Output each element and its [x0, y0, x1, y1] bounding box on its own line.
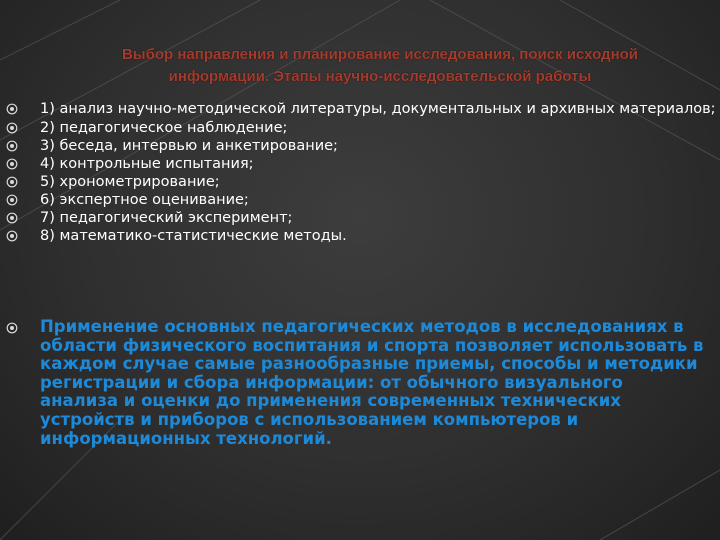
list-item-label: 8) математико-статистические методы. [40, 228, 347, 244]
slide-title-line-2: информации. Этапы научно-исследовательской работы [168, 68, 592, 85]
summary-paragraph [0, 318, 720, 448]
list-item [0, 137, 720, 155]
list-item [0, 191, 720, 209]
list-item-label: 3) беседа, интервью и анкетирование; [40, 138, 338, 154]
list-item [0, 209, 720, 227]
circled-dot-bullet-icon [6, 140, 18, 152]
list-item-label: 2) педагогическое наблюдение; [40, 120, 288, 136]
list-item-label: 7) педагогический эксперимент; [40, 210, 293, 226]
list-item [0, 119, 720, 137]
slide-title-line-1: Выбор направления и планирование исследования, поиск исходной [121, 46, 639, 63]
list-item [0, 100, 720, 118]
circled-dot-bullet-icon [6, 103, 18, 115]
list-item [0, 155, 720, 173]
list-item-label: 5) хронометрирование; [40, 174, 220, 190]
summary-paragraph-text: Применение основных педагогических методов в исследованиях в области физического воспитания и спорта позволяет использовать в каждом случае самые разнообразные приемы, способы и методики регистрации и сбора информации: от обычного визуального анализа и оценки до применения современных технических устройств и приборов с использованием компьютеров и информационных технологий. [40, 317, 704, 448]
circled-dot-bullet-icon [6, 194, 18, 206]
methods-list [0, 100, 720, 245]
circled-dot-bullet-icon [6, 158, 18, 170]
list-item-label: 1) анализ научно-методической литературы, документальных и архивных материалов; [40, 101, 716, 117]
list-item-label: 6) экспертное оценивание; [40, 192, 249, 208]
list-item-label: 4) контрольные испытания; [40, 156, 254, 172]
circled-dot-bullet-icon [6, 122, 18, 134]
circled-dot-bullet-icon [6, 176, 18, 188]
list-item [0, 173, 720, 191]
slide-title [70, 44, 690, 88]
list-item [0, 227, 720, 245]
circled-dot-bullet-icon [6, 230, 18, 242]
circled-dot-bullet-icon [6, 212, 18, 224]
circled-dot-bullet-icon [6, 322, 18, 334]
